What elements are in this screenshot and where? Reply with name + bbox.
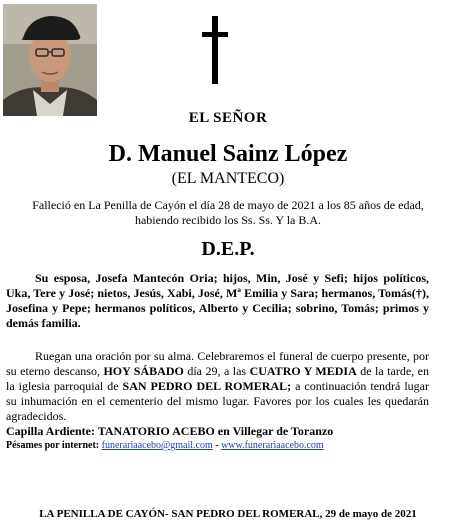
prayer-church: SAN PEDRO DEL ROMERAL; bbox=[122, 379, 292, 393]
prayer-text: Ruegan una oración por su alma. Celebraremos el funeral de cuerpo presente, por su eterno descanso, bbox=[6, 349, 429, 378]
capilla-ardiente: Capilla Ardiente: TANATORIO ACEBO en Villegar de Toranzo bbox=[6, 424, 334, 438]
portrait-photo bbox=[3, 4, 97, 116]
dep-heading: D.E.P. bbox=[201, 238, 255, 260]
family-paragraph: Su esposa, Josefa Mantecón Oria; hijos, Min, José y Sefi; hijos políticos, Uka, Tere y José; nietos, Jesús, Xabi, José, Mª Emilia y Sara; hermanos, Tomás(†), Josefina y Pepe; hermanos políticos, Alberto y Cecilia; sobrino, Tomás; primos y demás familia. bbox=[6, 271, 429, 330]
website-link[interactable]: www.funerariaacebo.com bbox=[221, 440, 324, 451]
prayer-text: a continuación tendrá lugar su inhumación en el cementerio del mismo lugar. Favores por los cuales les quedarán agradecidos. bbox=[6, 379, 429, 423]
funeral-paragraph bbox=[6, 349, 429, 424]
prayer-day: HOY SÁBADO bbox=[103, 364, 184, 378]
prayer-time: CUATRO Y MEDIA bbox=[249, 364, 357, 378]
cross-icon bbox=[200, 16, 230, 84]
prayer-text: de la tarde, en la iglesia parroquial de bbox=[6, 364, 429, 393]
link-separator: - bbox=[212, 440, 222, 451]
condolences-label: Pésames por internet: bbox=[6, 440, 100, 451]
death-notice: Falleció en La Penilla de Cayón el día 28 de mayo de 2021 a los 85 años de edad, habiendo recibido los Ss. Ss. Y la B.A. bbox=[32, 198, 424, 227]
title-el-senor: EL SEÑOR bbox=[188, 110, 268, 126]
footer-place-date: LA PENILLA DE CAYÓN- SAN PEDRO DEL ROMERAL, 29 de mayo de 2021 bbox=[39, 508, 417, 520]
email-link[interactable]: funerariaacebo@gmail.com bbox=[101, 440, 213, 451]
deceased-alias: (EL MANTECO) bbox=[171, 170, 285, 187]
deceased-name: D. Manuel Sainz López bbox=[108, 141, 348, 167]
condolences-line bbox=[6, 440, 324, 451]
prayer-text: día 29, a las bbox=[183, 364, 250, 378]
